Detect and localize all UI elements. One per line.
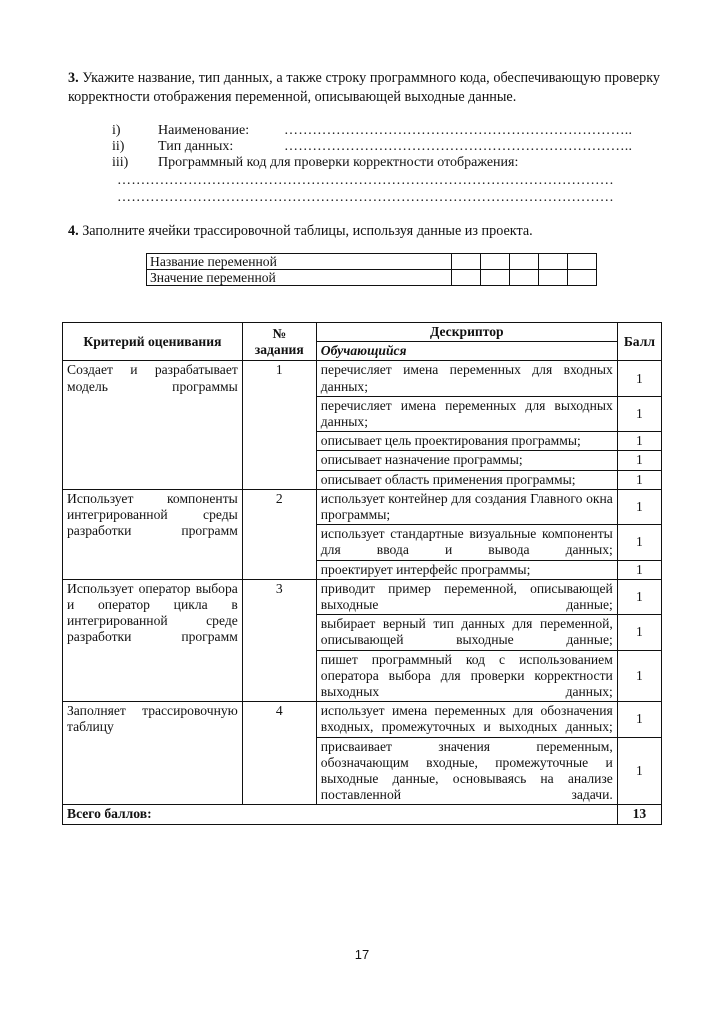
- descriptor-cell: пишет программный код с использованием оператора выбора для проверки корректности выходных данных;: [316, 650, 617, 702]
- trace-cell[interactable]: [568, 270, 597, 286]
- score-cell: 1: [617, 579, 661, 614]
- field-name-label: Наименование:: [158, 123, 250, 138]
- field-name-blank[interactable]: ………………………………………………………………..: [284, 123, 633, 138]
- task-4-text: Заполните ячейки трассировочной таблицы, используя данные из проекта.: [78, 223, 533, 239]
- trace-cell[interactable]: [539, 270, 568, 286]
- task-3-text: Укажите название, тип данных, а также строку программного кода, обеспечивающую проверку корректности отображения переменной, описывающей выходные данные.: [68, 70, 660, 105]
- field-type-label: Тип данных:: [158, 139, 234, 154]
- header-score: Балл: [617, 323, 661, 361]
- table-row: [63, 702, 662, 737]
- header-criterion: Критерий оценивания: [63, 323, 243, 361]
- task-number-cell: 3: [242, 579, 316, 701]
- trace-table: [146, 253, 597, 286]
- descriptor-cell: выбирает верный тип данных для переменной, описывающей выходные данные;: [316, 615, 617, 650]
- header-student: Обучающийся: [316, 342, 617, 361]
- task-4-prompt: [68, 222, 660, 241]
- task-3-number: 3.: [68, 70, 79, 86]
- trace-cell[interactable]: [452, 254, 481, 270]
- header-task-no: № задания: [242, 323, 316, 361]
- header-descriptor: Дескриптор: [316, 323, 617, 342]
- score-cell: 1: [617, 451, 661, 470]
- total-label: Всего баллов:: [63, 805, 618, 824]
- task-4-number: 4.: [68, 223, 79, 239]
- field-type-blank[interactable]: ………………………………………………………………..: [284, 139, 633, 154]
- trace-cell[interactable]: [481, 270, 510, 286]
- descriptor-cell: приводит пример переменной, описывающей выходные данные;: [316, 579, 617, 614]
- page-number: 17: [354, 947, 370, 962]
- task-number-cell: 4: [242, 702, 316, 805]
- trace-cell[interactable]: [539, 254, 568, 270]
- score-cell: 1: [617, 361, 661, 396]
- descriptor-cell: описывает область применения программы;: [316, 470, 617, 489]
- descriptor-cell: использует имена переменных для обозначения входных, промежуточных и выходных данных;: [316, 702, 617, 737]
- descriptor-cell: описывает цель проектирования программы;: [316, 432, 617, 451]
- descriptor-cell: перечисляет имена переменных для выходных данных;: [316, 396, 617, 431]
- trace-cell[interactable]: [481, 254, 510, 270]
- trace-row-label: Значение переменной: [147, 270, 452, 286]
- score-cell: 1: [617, 737, 661, 805]
- descriptor-cell: описывает назначение программы;: [316, 451, 617, 470]
- criterion-cell: Создает и разрабатывает модель программы: [63, 361, 243, 489]
- score-cell: 1: [617, 702, 661, 737]
- criterion-cell: Использует оператор выбора и оператор цикла в интегрированной среде разработки программ: [63, 579, 243, 701]
- total-row: [63, 805, 662, 824]
- descriptor-cell: присваивает значения переменным, обозначающим входные, промежуточные и выходные данные, основываясь на анализе поставленной задачи.: [316, 737, 617, 805]
- score-cell: 1: [617, 560, 661, 579]
- score-cell: 1: [617, 396, 661, 431]
- trace-cell[interactable]: [510, 270, 539, 286]
- task-number-cell: 2: [242, 489, 316, 579]
- score-cell: 1: [617, 615, 661, 650]
- trace-cell[interactable]: [452, 270, 481, 286]
- criterion-cell: Заполняет трассировочную таблицу: [63, 702, 243, 805]
- score-cell: 1: [617, 489, 661, 524]
- score-cell: 1: [617, 432, 661, 451]
- total-value: 13: [617, 805, 661, 824]
- task-3-prompt: [68, 69, 660, 107]
- rubric-header-row: [63, 323, 662, 342]
- criterion-cell: Использует компоненты интегрированной среды разработки программ: [63, 489, 243, 579]
- descriptor-cell: использует стандартные визуальные компоненты для ввода и вывода данных;: [316, 525, 617, 560]
- rubric-table: [62, 322, 662, 825]
- trace-cell[interactable]: [510, 254, 539, 270]
- score-cell: 1: [617, 470, 661, 489]
- table-row: [63, 579, 662, 614]
- field-code-label: Программный код для проверки корректности отображения:: [158, 155, 519, 170]
- code-blank-line-2[interactable]: ……………………………………………………………………………………………: [117, 190, 614, 205]
- field-name-marker: i): [112, 123, 121, 138]
- task-number-cell: 1: [242, 361, 316, 489]
- table-row: [63, 489, 662, 524]
- trace-row-names: [147, 254, 597, 270]
- descriptor-cell: использует контейнер для создания Главного окна программы;: [316, 489, 617, 524]
- descriptor-cell: перечисляет имена переменных для входных данных;: [316, 361, 617, 396]
- code-blank-line-1[interactable]: ……………………………………………………………………………………………: [117, 173, 614, 188]
- trace-row-values: [147, 270, 597, 286]
- field-type-marker: ii): [112, 139, 125, 154]
- trace-row-label: Название переменной: [147, 254, 452, 270]
- table-row: [63, 361, 662, 396]
- score-cell: 1: [617, 650, 661, 702]
- descriptor-cell: проектирует интерфейс программы;: [316, 560, 617, 579]
- score-cell: 1: [617, 525, 661, 560]
- trace-cell[interactable]: [568, 254, 597, 270]
- field-code-marker: iii): [112, 155, 129, 170]
